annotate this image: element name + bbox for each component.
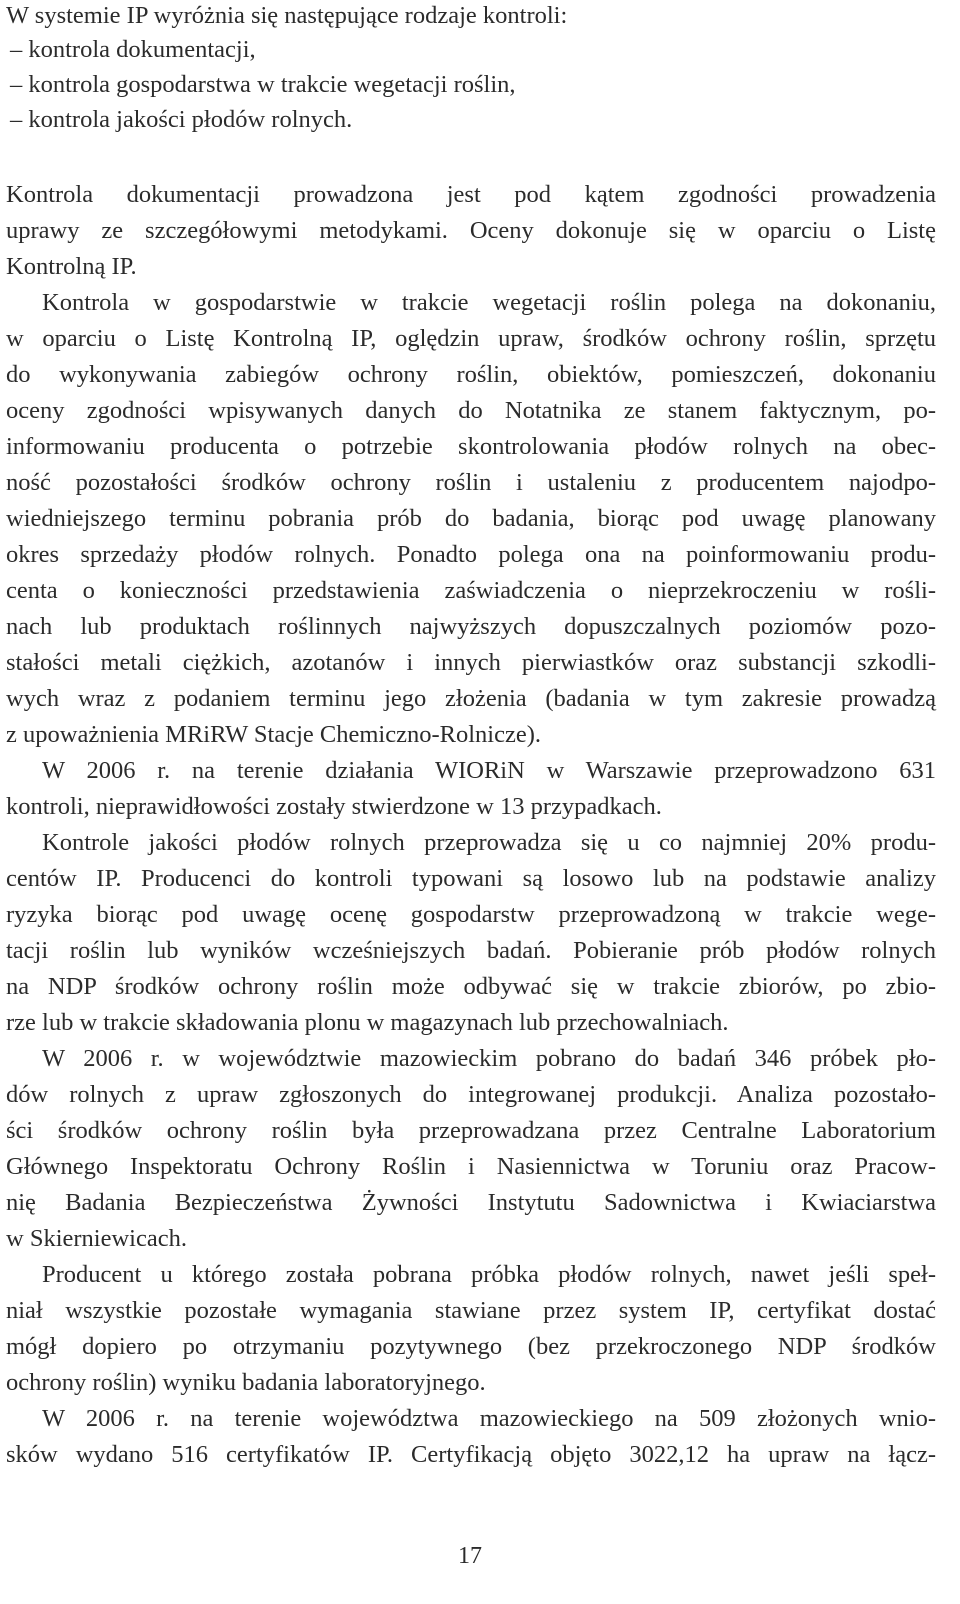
text-line: centa o konieczności przedstawienia zaświadczenia o nieprzekroczeniu w rośli- [6,577,936,604]
list-item: – kontrola jakości płodów rolnych. [10,106,353,133]
text-line: ność pozostałości środków ochrony roślin i ustaleniu z producentem najodpo- [6,469,936,496]
text-line: stałości metali ciężkich, azotanów i innych pierwiastków oraz substancji szkodli- [6,649,936,676]
text-line: centów IP. Producenci do kontroli typowani są losowo lub na podstawie analizy [6,865,936,892]
text-line: kontroli, nieprawidłowości zostały stwierdzone w 13 przypadkach. [6,793,662,820]
text-line: W systemie IP wyróżnia się następujące rodzaje kontroli: [6,2,568,29]
text-line: w Skierniewicach. [6,1225,187,1252]
page-number: 17 [458,1543,482,1569]
text-line: W 2006 r. na terenie działania WIORiN w Warszawie przeprowadzono 631 [42,757,936,784]
list-item: – kontrola gospodarstwa w trakcie wegetacji roślin, [10,71,516,98]
text-line: w oparciu o Listę Kontrolną IP, oględzin upraw, środków ochrony roślin, sprzętu [6,325,936,352]
text-line: Kontrole jakości płodów rolnych przeprowadza się u co najmniej 20% produ- [42,829,936,856]
text-line: oceny zgodności wpisywanych danych do Notatnika ze stanem faktycznym, po- [6,397,936,424]
text-line: na NDP środków ochrony roślin może odbywać się w trakcie zbiorów, po zbio- [6,973,936,1000]
text-line: ryzyka biorąc pod uwagę ocenę gospodarstw przeprowadzoną w trakcie wege- [6,901,936,928]
text-line: Kontrola dokumentacji prowadzona jest pod kątem zgodności prowadzenia [6,181,936,208]
text-line: W 2006 r. w województwie mazowieckim pobrano do badań 346 próbek pło- [42,1045,936,1072]
text-line: rze lub w trakcie składowania plonu w magazynach lub przechowalniach. [6,1009,729,1036]
text-line: mógł dopiero po otrzymaniu pozytywnego (bez przekroczonego NDP środków [6,1333,936,1360]
text-line: nach lub produktach roślinnych najwyższych dopuszczalnych poziomów pozo- [6,613,936,640]
list-item: – kontrola dokumentacji, [10,36,256,63]
text-line: nię Badania Bezpieczeństwa Żywności Instytutu Sadownictwa i Kwiaciarstwa [6,1189,936,1216]
text-line: Głównego Inspektoratu Ochrony Roślin i Nasiennictwa w Toruniu oraz Pracow- [6,1153,936,1180]
text-line: wiedniejszego terminu pobrania prób do badania, biorąc pod uwagę planowany [6,505,936,532]
text-line: z upoważnienia MRiRW Stacje Chemiczno-Rolnicze). [6,721,541,748]
text-line: do wykonywania zabiegów ochrony roślin, obiektów, pomieszczeń, dokonaniu [6,361,936,388]
text-line: dów rolnych z upraw zgłoszonych do integrowanej produkcji. Analiza pozostało- [6,1081,936,1108]
text-line: informowaniu producenta o potrzebie skontrolowania płodów rolnych na obec- [6,433,936,460]
text-line: niał wszystkie pozostałe wymagania stawiane przez system IP, certyfikat dostać [6,1297,936,1324]
text-line: Producent u którego została pobrana próbka płodów rolnych, nawet jeśli speł- [42,1261,936,1288]
text-line: tacji roślin lub wyników wcześniejszych badań. Pobieranie prób płodów rolnych [6,937,936,964]
text-line: Kontrolną IP. [6,253,137,280]
text-line: ochrony roślin) wyniku badania laboratoryjnego. [6,1369,486,1396]
text-line: uprawy ze szczegółowymi metodykami. Oceny dokonuje się w oparciu o Listę [6,217,936,244]
text-line: sków wydano 516 certyfikatów IP. Certyfikacją objęto 3022,12 ha upraw na łącz- [6,1441,936,1468]
text-line: Kontrola w gospodarstwie w trakcie wegetacji roślin polega na dokonaniu, [42,289,936,316]
text-line: ści środków ochrony roślin była przeprowadzana przez Centralne Laboratorium [6,1117,936,1144]
text-line: okres sprzedaży płodów rolnych. Ponadto polega ona na poinformowaniu produ- [6,541,936,568]
text-line: W 2006 r. na terenie województwa mazowieckiego na 509 złożonych wnio- [42,1405,936,1432]
text-line: wych wraz z podaniem terminu jego złożenia (badania w tym zakresie prowadzą [6,685,936,712]
